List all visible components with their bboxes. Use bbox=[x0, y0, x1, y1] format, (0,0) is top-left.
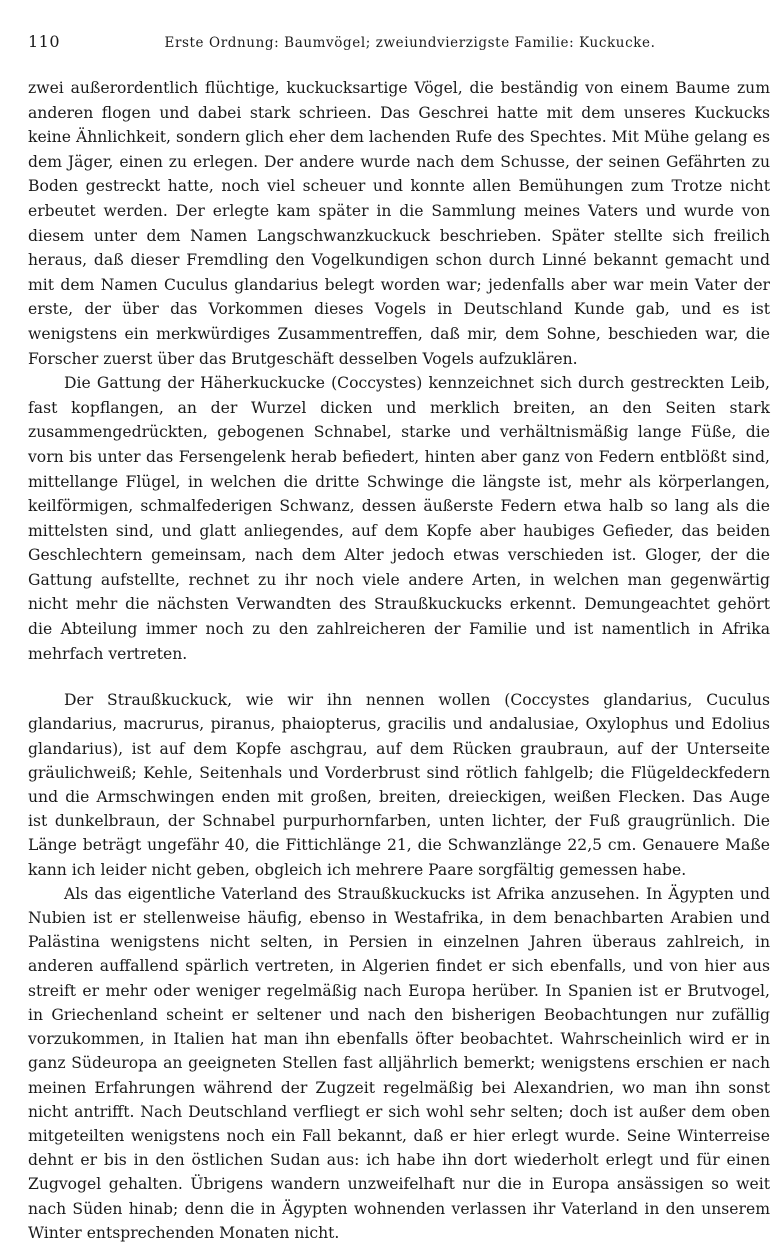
running-title: Erste Ordnung: Baumvögel; zweiundvierzigste Familie: Kuckucke. bbox=[164, 35, 656, 51]
paragraph-genus-description: Die Gattung der Häherkuckucke (Coccystes) kennzeichnet sich durch gestreckten Leib, fast kopflangen, an der Wurzel dicken und merklich breiten, an den Seiten stark zusammengedrückten, gebogenen Schnabel, starke und verhältnismäßig lange Füße, die vorn bis unter das Fersengelenk herab befiedert, hinten aber ganz von Federn entblößt sind, mittellange Flügel, in welchen die dritte Schwinge die längste ist, mehr als körperlangen, keilförmigen, schmalfederigen Schwanz, dessen äußerste Federn etwa halb so lang als die mittelsten sind, und glatt anliegendes, auf dem Kopfe aber haubiges Gefieder, das beiden Geschlechtern gemeinsam, nach dem Alter jedoch etwas verschieden ist. Gloger, der die Gattung aufstellte, rechnet zu ihr noch viele andere Arten, in welchen man gegenwärtig nicht mehr die nächsten Verwandten des Straußkuckucks erkennt. Demungeachtet gehört die Abteilung immer noch zu den zahlreicheren der Familie und ist namentlich in Afrika mehrfach vertreten. bbox=[28, 374, 770, 663]
book-page bbox=[28, 32, 770, 1245]
section-gap bbox=[28, 666, 770, 688]
paragraph-species-description: Der Straußkuckuck, wie wir ihn nennen wollen (Coccystes glandarius, Cuculus glandarius, macrurus, piranus, phaiopterus, gracilis und andalusiae, Oxylophus und Edolius glandarius), ist auf dem Kopfe aschgrau, auf dem Rücken graubraun, auf der Unterseite gräulichweiß; Kehle, Seitenhals und Vorderbrust sind rötlich fahlgelb; die Flügeldeckfedern und die Armschwingen enden mit großen, breiten, dreieckigen, weißen Flecken. Das Auge ist dunkelbraun, der Schnabel purpurhornfarben, unten lichter, der Fuß graugrünlich. Die Länge beträgt ungefähr 40, die Fittichlänge 21, die Schwanzlänge 22,5 cm. Genauere Maße kann ich leider nicht geben, obgleich ich mehrere Paare sorgfältig gemessen habe. bbox=[28, 691, 770, 879]
body-text bbox=[28, 76, 770, 1245]
page-number: 110 bbox=[28, 32, 61, 51]
running-header bbox=[28, 32, 770, 62]
paragraph-distribution: Als das eigentliche Vaterland des Straußkuckucks ist Afrika anzusehen. In Ägypten und Nubien ist er stellenweise häufig, ebenso in Westafrika, in dem benachbarten Arabien und Palästina wenigstens nicht selten, in Persien in einzelnen Jahren überaus zahlreich, in anderen auffallend spärlich vertreten, in Algerien findet er sich ebenfalls, und von hier aus streift er mehr oder weniger regelmäßig nach Europa herüber. In Spanien ist er Brutvogel, in Griechenland scheint er seltener und nach den bisherigen Beobachtungen nur zufällig vorzukommen, in Italien hat man ihn ebenfalls öfter beobachtet. Wahrscheinlich wird er in ganz Südeuropa an geeigneten Stellen fast alljährlich bemerkt; wenigstens erschien er nach meinen Erfahrungen während der Zugzeit regelmäßig bei Alexandrien, wo man ihn sonst nicht antrifft. Nach Deutschland verfliegt er sich wohl sehr selten; doch ist außer dem oben mitgeteilten wenigstens noch ein Fall bekannt, daß er hier erlegt wurde. Seine Winterreise dehnt er bis in den östlichen Sudan aus: ich habe ihn dort wiederholt erlegt und für einen Zugvogel gehalten. Übrigens wandern unzweifelhaft nur die in Europa ansässigen so weit nach Süden hinab; denn die in Ägypten wohnenden verlassen ihr Vaterland in den unserem Winter entsprechenden Monaten nicht. bbox=[28, 884, 770, 1242]
paragraph-continuation: zwei außerordentlich flüchtige, kuckucksartige Vögel, die beständig von einem Baume zum anderen flogen und dabei stark schrieen. Das Geschrei hatte mit dem unseres Kuckucks keine Ähnlichkeit, sondern glich eher dem lachenden Rufe des Spechtes. Mit Mühe gelang es dem Jäger, einen zu erlegen. Der andere wurde nach dem Schusse, der seinen Gefährten zu Boden gestreckt hatte, noch viel scheuer und konnte allen Bemühungen zum Trotze nicht erbeutet werden. Der erlegte kam später in die Sammlung meines Vaters und wurde von diesem unter dem Namen Langschwanzkuckuck beschrieben. Später stellte sich freilich heraus, daß dieser Fremdling den Vogelkundigen schon durch Linné bekannt gemacht und mit dem Namen Cuculus glandarius belegt worden war; jedenfalls aber war mein Vater der erste, der über das Vorkommen dieses Vogels in Deutschland Kunde gab, und es ist wenigstens ein merkwürdiges Zusammentreffen, daß mir, dem Sohne, beschieden war, die Forscher zuerst über das Brutgeschäft desselben Vogels aufzuklären. bbox=[28, 79, 770, 368]
